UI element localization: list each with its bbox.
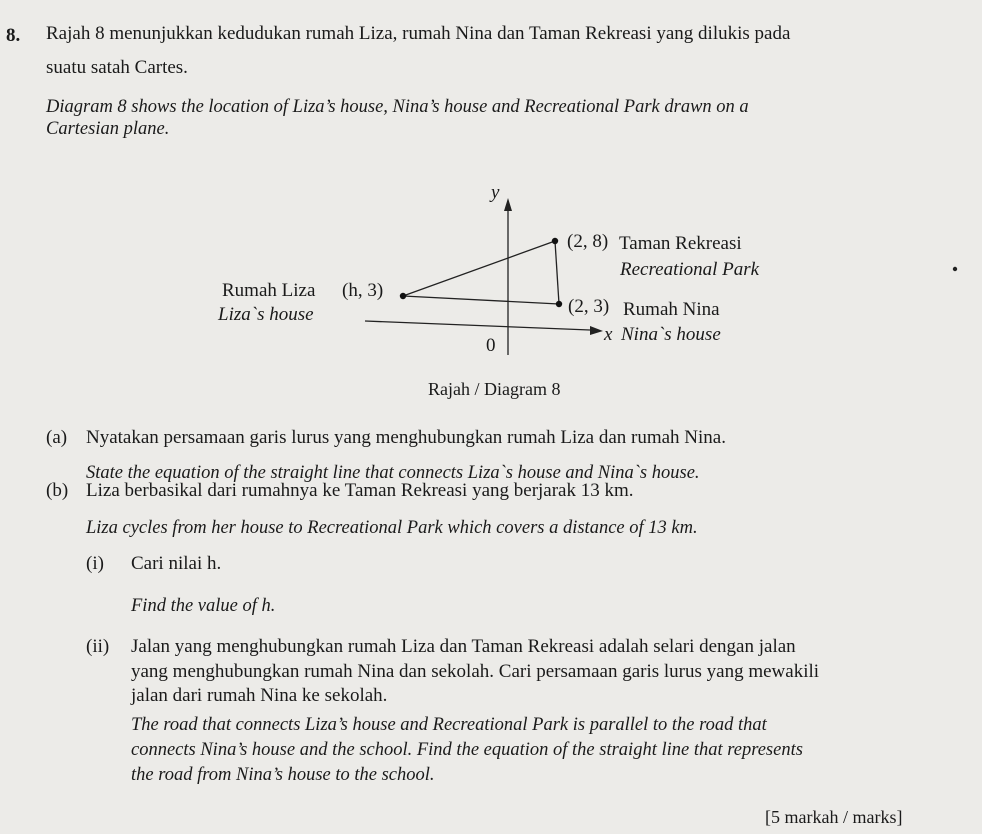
part-b-ii-english-3: the road from Nina’s house to the school.: [131, 765, 435, 785]
part-a-english: State the equation of the straight line that connects Liza`s house and Nina`s house.: [86, 463, 700, 483]
marks-label: [5 markah / marks]: [765, 807, 903, 827]
part-b-ii-english-1: The road that connects Liza’s house and Recreational Park is parallel to the road that: [131, 715, 767, 735]
question-number: 8.: [6, 25, 21, 46]
line-liza-to-park: [403, 241, 555, 296]
stray-dot: [953, 267, 957, 271]
origin-label: 0: [486, 335, 496, 356]
nina-coordinate: (2, 3): [568, 296, 610, 317]
part-b-malay: Liza berbasikal dari rumahnya ke Taman Rekreasi yang berjarak 13 km.: [86, 480, 634, 501]
part-b-ii-english-2: connects Nina’s house and the school. Find the equation of the straight line that represents: [131, 740, 803, 760]
intro-english-line-2: Cartesian plane.: [46, 119, 170, 139]
x-axis-line: [365, 321, 590, 330]
nina-label-english: Nina`s house: [621, 324, 721, 345]
intro-english-line-1: Diagram 8 shows the location of Liza’s house, Nina’s house and Recreational Park drawn on a: [46, 97, 749, 117]
part-b-ii-malay-3: jalan dari rumah Nina ke sekolah.: [131, 685, 388, 706]
x-axis-label: x: [604, 324, 613, 345]
line-park-to-nina: [555, 241, 559, 304]
liza-label-malay: Rumah Liza: [222, 280, 316, 301]
part-b-english: Liza cycles from her house to Recreational Park which covers a distance of 13 km.: [86, 518, 698, 538]
intro-malay-line-2: suatu satah Cartes.: [46, 57, 188, 78]
part-b-ii-label: (ii): [86, 636, 110, 657]
intro-malay-line-1: Rajah 8 menunjukkan kedudukan rumah Liza, rumah Nina dan Taman Rekreasi yang dilukis pada: [46, 23, 791, 44]
diagram-caption: Rajah / Diagram 8: [428, 379, 561, 399]
liza-coordinate: (h, 3): [342, 280, 384, 301]
nina-label-malay: Rumah Nina: [623, 299, 720, 320]
part-b-ii-malay-1: Jalan yang menghubungkan rumah Liza dan Taman Rekreasi adalah selari dengan jalan: [131, 636, 796, 657]
x-axis-arrowhead: [590, 326, 603, 335]
part-b-label: (b): [46, 480, 69, 501]
part-b-i-malay: Cari nilai h.: [131, 553, 222, 574]
park-label-english: Recreational Park: [620, 259, 760, 280]
point-park: [552, 238, 558, 244]
part-a-label: (a): [46, 427, 68, 448]
park-label-malay: Taman Rekreasi: [619, 233, 742, 254]
line-liza-to-nina: [403, 296, 559, 304]
point-liza: [400, 293, 406, 299]
y-axis-arrowhead: [504, 198, 512, 211]
point-nina: [556, 301, 562, 307]
liza-label-english: Liza`s house: [218, 304, 314, 325]
part-b-i-label: (i): [86, 553, 104, 574]
part-b-i-english: Find the value of h.: [131, 596, 276, 616]
park-coordinate: (2, 8): [567, 231, 609, 252]
y-axis-label: y: [491, 182, 500, 203]
part-b-ii-malay-2: yang menghubungkan rumah Nina dan sekolah. Cari persamaan garis lurus yang mewakili: [131, 661, 820, 682]
part-a-malay: Nyatakan persamaan garis lurus yang menghubungkan rumah Liza dan rumah Nina.: [86, 427, 726, 448]
